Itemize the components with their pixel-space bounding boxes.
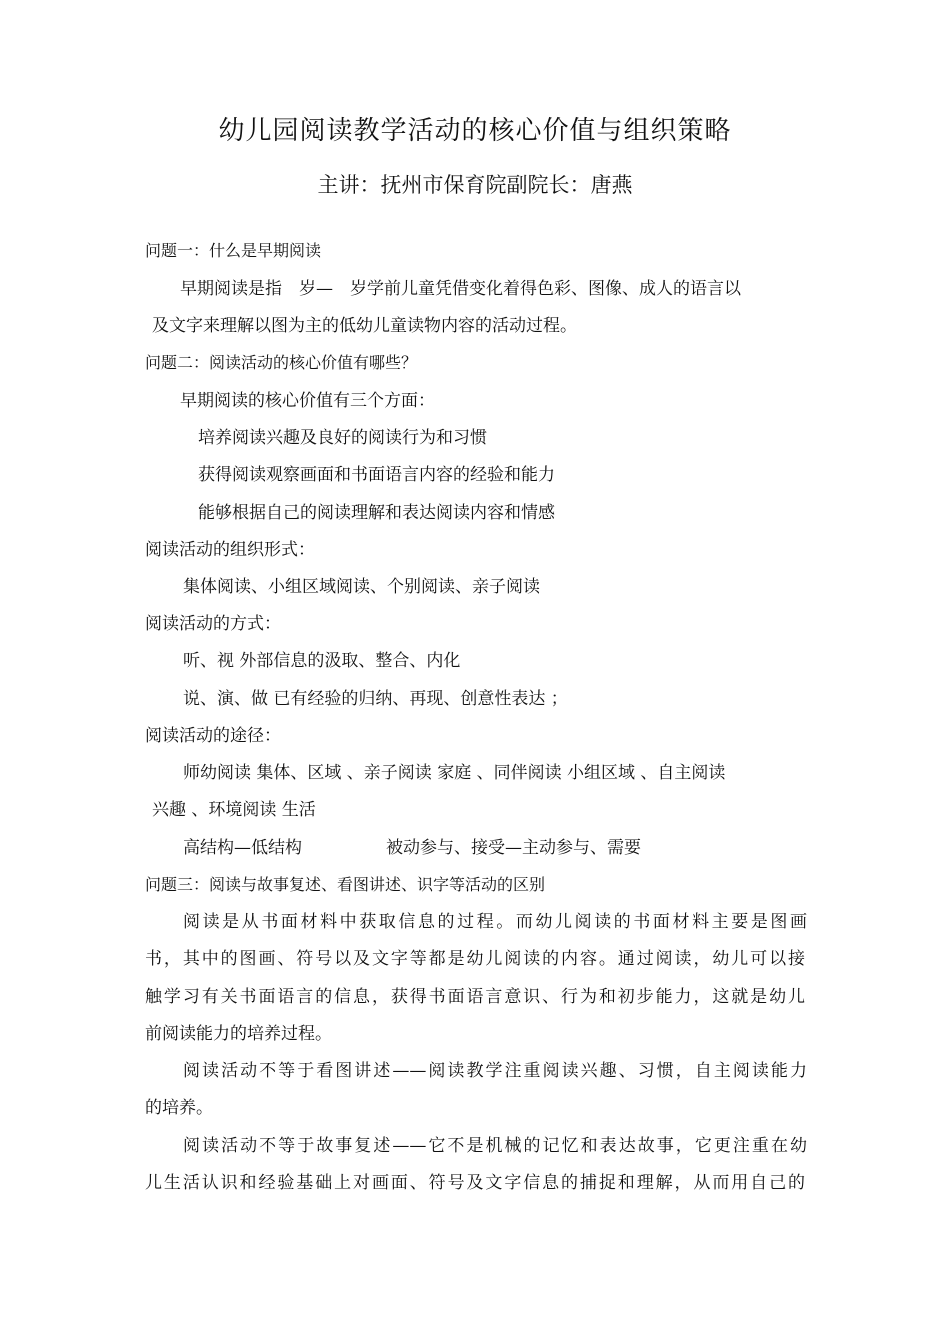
paths-label: 阅读活动的途径： [145, 726, 281, 746]
q3-p1-line-1: 阅读是从书面材料中获取信息的过程。而幼儿阅读的书面材料主要是图画 [183, 912, 807, 932]
q2-value-2: 获得阅读观察画面和书面语言内容的经验和能力 [198, 465, 555, 485]
structure-left: 高结构—低结构 [183, 838, 302, 858]
q3-p3-line-2: 儿生活认识和经验基础上对画面、符号及文字信息的捕捉和理解，从而用自己的 [145, 1173, 805, 1193]
method-2: 说、演、做 已有经验的归纳、再现、创意性表达 ； [183, 689, 568, 709]
structure-right: 被动参与、接受—主动参与、需要 [386, 838, 641, 858]
q1-line-2: 及文字来理解以图为主的低幼儿童读物内容的活动过程。 [152, 316, 577, 336]
q3-p1-line-3: 触学习有关书面语言的信息，获得书面语言意识、行为和初步能力，这就是幼儿 [145, 987, 805, 1007]
paths-line-2: 兴趣 、环境阅读 生活 [152, 800, 316, 820]
method-1: 听、视 外部信息的汲取、整合、内化 [183, 651, 461, 671]
q1-line-1: 早期阅读是指 岁— 岁学前儿童凭借变化着得色彩、图像、成人的语言以 [180, 279, 741, 299]
forms-label: 阅读活动的组织形式： [145, 540, 315, 560]
q2-heading: 问题二：阅读活动的核心价值有哪些？ [145, 353, 418, 372]
q2-intro: 早期阅读的核心价值有三个方面： [180, 391, 435, 411]
q3-p3-line-1: 阅读活动不等于故事复述——它不是机械的记忆和表达故事，它更注重在幼 [183, 1136, 807, 1156]
q3-p1-line-4: 前阅读能力的培养过程。 [145, 1024, 332, 1044]
q2-value-1: 培养阅读兴趣及良好的阅读行为和习惯 [198, 428, 487, 448]
document-subtitle: 主讲：抚州市保育院副院长：唐燕 [317, 173, 633, 197]
q3-heading: 问题三：阅读与故事复述、看图讲述、识字等活动的区别 [145, 875, 546, 894]
document-title: 幼儿园阅读教学活动的核心价值与组织策略 [218, 116, 732, 146]
paths-line-1: 师幼阅读 集体、区域 、亲子阅读 家庭 、同伴阅读 小组区域 、自主阅读 [183, 763, 726, 783]
q3-p1-line-2: 书，其中的图画、符号以及文字等都是幼儿阅读的内容。通过阅读，幼儿可以接 [145, 949, 805, 969]
methods-label: 阅读活动的方式： [145, 614, 281, 634]
q3-p2-line-1: 阅读活动不等于看图讲述——阅读教学注重阅读兴趣、习惯，自主阅读能力 [183, 1061, 807, 1081]
q2-value-3: 能够根据自己的阅读理解和表达阅读内容和情感 [198, 503, 555, 523]
forms-text: 集体阅读、小组区域阅读、个别阅读、亲子阅读 [183, 577, 540, 597]
q1-heading: 问题一：什么是早期阅读 [145, 241, 322, 260]
q3-p2-line-2: 的培养。 [145, 1098, 213, 1118]
